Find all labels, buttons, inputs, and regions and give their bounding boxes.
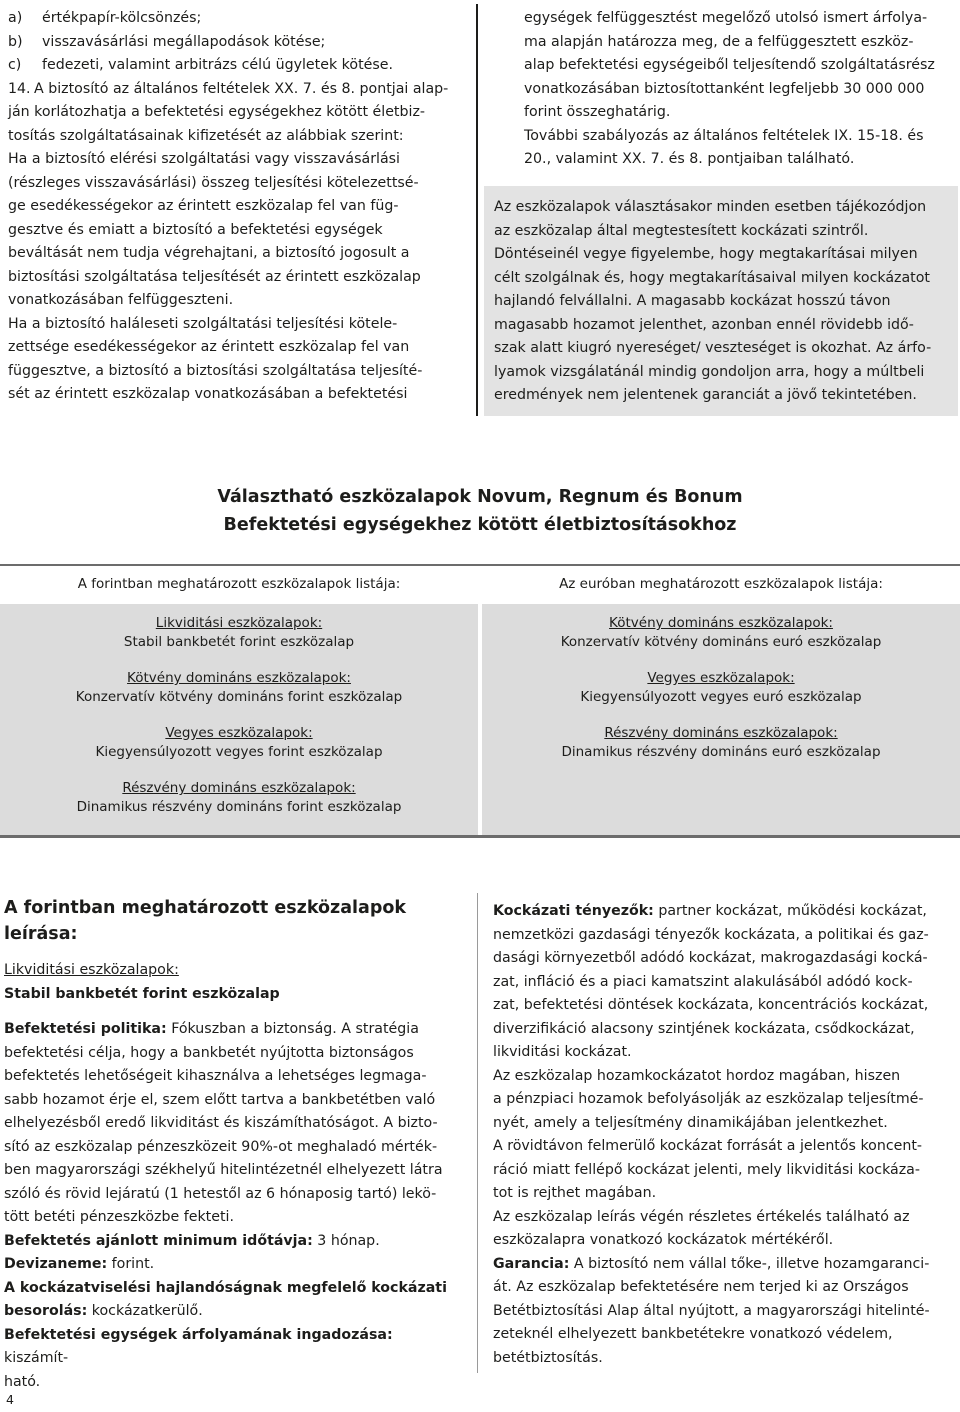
text-line: befektetési célja, hogy a bankbetét nyújtotta biztonságos — [4, 1044, 414, 1061]
text-line: szak alatt kiugró nyereséget/ veszteséget is okozhat. Az árfo- — [494, 340, 932, 356]
text-line: alap befektetési egységeiből teljesítendő szolgáltatásrész — [524, 57, 935, 73]
text-line: likviditási kockázat. — [493, 1044, 632, 1060]
text-line: tött betéti pénzeszközbe fekteti. — [4, 1209, 234, 1225]
eur-fund-column — [482, 566, 960, 835]
list-marker: b) — [8, 33, 23, 50]
currency-line — [4, 1253, 460, 1277]
text-line: eszközalapra vonatkozó kockázatok mértékéről. — [493, 1232, 834, 1248]
text-line: magasabb hozamot jelenthet, azonban ennél rövidebb idő- — [494, 316, 914, 333]
text-line: beváltását nem tudja végrehajtani, a biztosító jogosult a — [8, 245, 410, 261]
text-line: ge esedékességekor az érintett eszközalap fel van füg- — [8, 198, 399, 214]
text-line: zettsége esedékességekor az érintett eszközalap fel van — [8, 339, 410, 355]
text-line: zat, infláció és a piaci kamatszint alakulásából adódó kock- — [493, 973, 913, 990]
fund-group — [482, 614, 960, 669]
text-line: nemzetközi gazdasági tényezők kockázata, a politikai és gaz- — [493, 926, 929, 943]
list-text: A biztosító az általános feltételek XX. 7. és 8. pontjai alap- — [34, 80, 449, 97]
fund-category: Likviditási eszközalapok: — [155, 615, 323, 631]
text-line: Ha a biztosító elérési szolgáltatási vagy visszavásárlási — [8, 151, 400, 167]
fund-group — [0, 614, 478, 669]
risk-factors-line — [493, 900, 949, 924]
text-line: forint összeghatárig. — [524, 104, 671, 120]
text-line: nyét, amely a teljesítmény dinamikájában jelentkezhet. — [493, 1114, 888, 1131]
list-item — [8, 7, 464, 31]
fund-category: Kötvény domináns eszközalapok: — [127, 670, 351, 686]
fund-name: Dinamikus részvény domináns forint eszközalap — [76, 799, 402, 815]
text-line: (részleges visszavásárlási) összeg teljesítési kötelezettsé- — [8, 174, 419, 191]
description-category: Likviditási eszközalapok: — [4, 962, 179, 978]
text-line: ben magyarországi székhelyű hitelintézetnél elhelyezett látra — [4, 1162, 443, 1178]
risk-class-line — [4, 1300, 460, 1324]
top-left-column — [8, 7, 464, 407]
fund-category: Részvény domináns eszközalapok: — [604, 725, 838, 741]
text-line: sét az érintett eszközalap vonatkozásában a befektetési — [8, 386, 408, 402]
list-item — [8, 54, 464, 78]
fund-name: Kiegyensúlyozott vegyes forint eszközalap — [95, 744, 383, 760]
text-line: lyamok vizsgálatánál mindig gondoljon arra, hogy a múltbeli — [494, 363, 925, 380]
guarantee-label: Garancia: — [493, 1255, 570, 1272]
eur-fund-list — [482, 604, 960, 835]
fund-category: Vegyes eszközalapok: — [647, 670, 795, 686]
currency-value: forint. — [107, 1256, 155, 1272]
guarantee-line — [493, 1253, 949, 1277]
volatility-value: kiszámít- — [4, 1350, 69, 1366]
fund-group — [0, 724, 478, 779]
text-line: diverzifikáció alacsony szintjének kockázata, csődkockázat, — [493, 1020, 915, 1037]
list-text: fedezeti, valamint arbitrázs célú ügyletek kötése. — [42, 57, 393, 73]
fund-category: Vegyes eszközalapok: — [165, 725, 313, 741]
risk-class-label: A kockázatviselési hajlandóságnak megfelelő kockázati — [4, 1279, 447, 1296]
list-marker: c) — [8, 57, 22, 73]
list-item — [8, 31, 464, 55]
description-fund-name: Stabil bankbetét forint eszközalap — [4, 985, 280, 1002]
huf-fund-column — [0, 566, 478, 835]
text-line: ráció miatt fellépő kockázat jelenti, mely likviditási kockáza- — [493, 1161, 920, 1178]
volatility-label: Befektetési egységek árfolyamának ingadozása: — [4, 1326, 393, 1343]
text-line: eredmények nem jelentenek garanciát a jövő tekintetében. — [494, 387, 917, 403]
section-title-line: Választható eszközalapok Novum, Regnum és Bonum — [217, 487, 743, 507]
paragraph-death-benefit — [8, 313, 464, 407]
text-line: függesztve, a biztosító a biztosítási szolgáltatása teljesíté- — [8, 362, 423, 379]
text-line: ján korlátozhatja a befektetési egységekhez kötött életbiz- — [8, 104, 426, 120]
risk-class-value: kockázatkerülő. — [87, 1303, 203, 1319]
fund-category: Kötvény domináns eszközalapok: — [609, 615, 833, 631]
paragraph-suspension — [8, 101, 464, 313]
fund-name: Konzervatív kötvény domináns euró eszközalap — [560, 634, 882, 650]
risk-notice-box — [484, 186, 958, 416]
text-span: A biztosító nem vállal tőke-, illetve hozamgaranci- — [569, 1255, 930, 1272]
volatility-line — [4, 1324, 460, 1371]
fund-name: Stabil bankbetét forint eszközalap — [123, 634, 355, 650]
top-right-column — [524, 7, 954, 172]
list-text: visszavásárlási megállapodások kötése; — [42, 33, 326, 50]
huf-fund-list — [0, 604, 478, 835]
fund-name: Konzervatív kötvény domináns forint eszközalap — [75, 689, 403, 705]
text-line: Az eszközalap leírás végén részletes értékelés található az — [493, 1208, 910, 1225]
risk-factors-label: Kockázati tényezők: — [493, 903, 654, 919]
section-title — [0, 483, 960, 539]
description-heading: A forintban meghatározott eszközalapok leírása: — [4, 898, 407, 944]
risk-class-label: besorolás: — [4, 1303, 88, 1319]
min-term-label: Befektetés ajánlott minimum időtávja: — [4, 1232, 313, 1249]
text-line: át. Az eszközalap befektetésére nem terjed ki az Országos — [493, 1279, 909, 1295]
fund-name: Dinamikus részvény domináns euró eszközalap — [561, 744, 881, 760]
list-marker: a) — [8, 10, 23, 26]
text-line: vonatkozásában felfüggeszteni. — [8, 292, 234, 308]
fund-description — [4, 895, 460, 1394]
text-line: sabb hozamot érje el, szem előtt tartva a bankbetétben való — [4, 1091, 436, 1108]
policy-line — [4, 1018, 460, 1042]
text-line: dasági környezetből adódó kockázat, makrogazdasági kocká- — [493, 950, 928, 966]
list-marker: 14. — [8, 80, 31, 97]
min-term-line — [4, 1230, 460, 1254]
column-divider — [476, 4, 478, 416]
list-item-14 — [8, 78, 464, 102]
text-line: zeteknél elhelyezett bankbetétekre vonatkozó védelem, — [493, 1326, 893, 1342]
fund-group — [0, 669, 478, 724]
text-line: biztosítási szolgáltatása teljesítését az érintett eszközalap — [8, 268, 421, 285]
text-line: 20., valamint XX. 7. és 8. pontjaiban található. — [524, 151, 855, 167]
text-line: célt szolgálnak és, hogy megtakarításaival milyen kockázatot — [494, 269, 930, 286]
currency-label: Devizaneme: — [4, 1256, 108, 1272]
text-line: További szabályozás az általános feltételek IX. 15-18. és — [524, 127, 924, 144]
text-line: sító az eszközalap pénzeszközeit 90%-ot meghaladó mérték- — [4, 1138, 438, 1155]
fund-group — [482, 669, 960, 724]
min-term-value: 3 hónap. — [312, 1232, 380, 1249]
text-line: vonatkozásában biztosítottanként legfeljebb 30 000 000 — [524, 80, 925, 97]
fund-group — [0, 779, 478, 834]
page-number: 4 — [6, 1392, 14, 1407]
text-line: gesztve és emiatt a biztosító a befektetési egységek — [8, 221, 383, 238]
text-span: partner kockázat, működési kockázat, — [653, 903, 927, 919]
fund-name: Kiegyensúlyozott vegyes euró eszközalap — [580, 689, 862, 705]
fund-group — [482, 724, 960, 779]
text-line: Döntéseinél vegye figyelembe, hogy megtakarításai milyen — [494, 246, 918, 262]
text-line: a pénzpiaci hozamok befolyásolják az eszközalap teljesítmé- — [493, 1091, 924, 1107]
policy-label: Befektetési politika: — [4, 1021, 167, 1037]
volatility-value: ható. — [4, 1373, 41, 1390]
fund-category: Részvény domináns eszközalapok: — [122, 780, 356, 796]
text-line: az eszközalap által megtestesített kockázati szintről. — [494, 222, 869, 239]
text-line: ma alapján határozza meg, de a felfüggesztett eszköz- — [524, 33, 914, 50]
risk-factors — [493, 900, 949, 1370]
text-line: elhelyezésből eredő likviditást és kiszámíthatóságot. A bizto- — [4, 1115, 438, 1131]
text-line: tot is rejthet magában. — [493, 1185, 657, 1201]
text-line: egységek felfüggesztést megelőző utolsó ismert árfolya- — [524, 10, 928, 26]
section-title-line: Befektetési egységekhez kötött életbiztosításokhoz — [223, 515, 737, 535]
fund-list-table — [0, 564, 960, 838]
text-span: Fókuszban a biztonság. A stratégia — [166, 1021, 419, 1037]
text-line: hajlandó felvállalni. A magasabb kockázat hosszú távon — [494, 293, 891, 309]
list-text: értékpapír-kölcsönzés; — [42, 10, 202, 26]
text-line: Betétbiztosítási Alap által nyújtott, a magyarországi hitelinté- — [493, 1302, 930, 1319]
text-line: tosítás szolgáltatásainak kifizetését az alábbiak szerint: — [8, 127, 404, 144]
column-divider — [477, 893, 478, 1373]
text-line: A rövidtávon felmerülő kockázat forrását a jelentős koncent- — [493, 1138, 923, 1154]
text-line: betétbiztosítás. — [493, 1349, 603, 1366]
text-line: befektetés lehetőségeit kihasználva a lehetséges legmaga- — [4, 1068, 427, 1084]
text-line: szóló és rövid lejáratú (1 hetestől az 6 hónaposig tartó) lekö- — [4, 1185, 437, 1202]
huf-column-header: A forintban meghatározott eszközalapok listája: — [0, 566, 478, 604]
text-line: Ha a biztosító haláleseti szolgáltatási teljesítési kötele- — [8, 315, 398, 332]
text-line: zat, befektetési döntések kockázata, koncentrációs kockázat, — [493, 997, 929, 1013]
text-line: Az eszközalap hozamkockázatot hordoz magában, hiszen — [493, 1067, 901, 1084]
text-line: Az eszközalapok választásakor minden esetben tájékozódjon — [494, 199, 927, 215]
eur-column-header: Az euróban meghatározott eszközalapok listája: — [482, 566, 960, 604]
